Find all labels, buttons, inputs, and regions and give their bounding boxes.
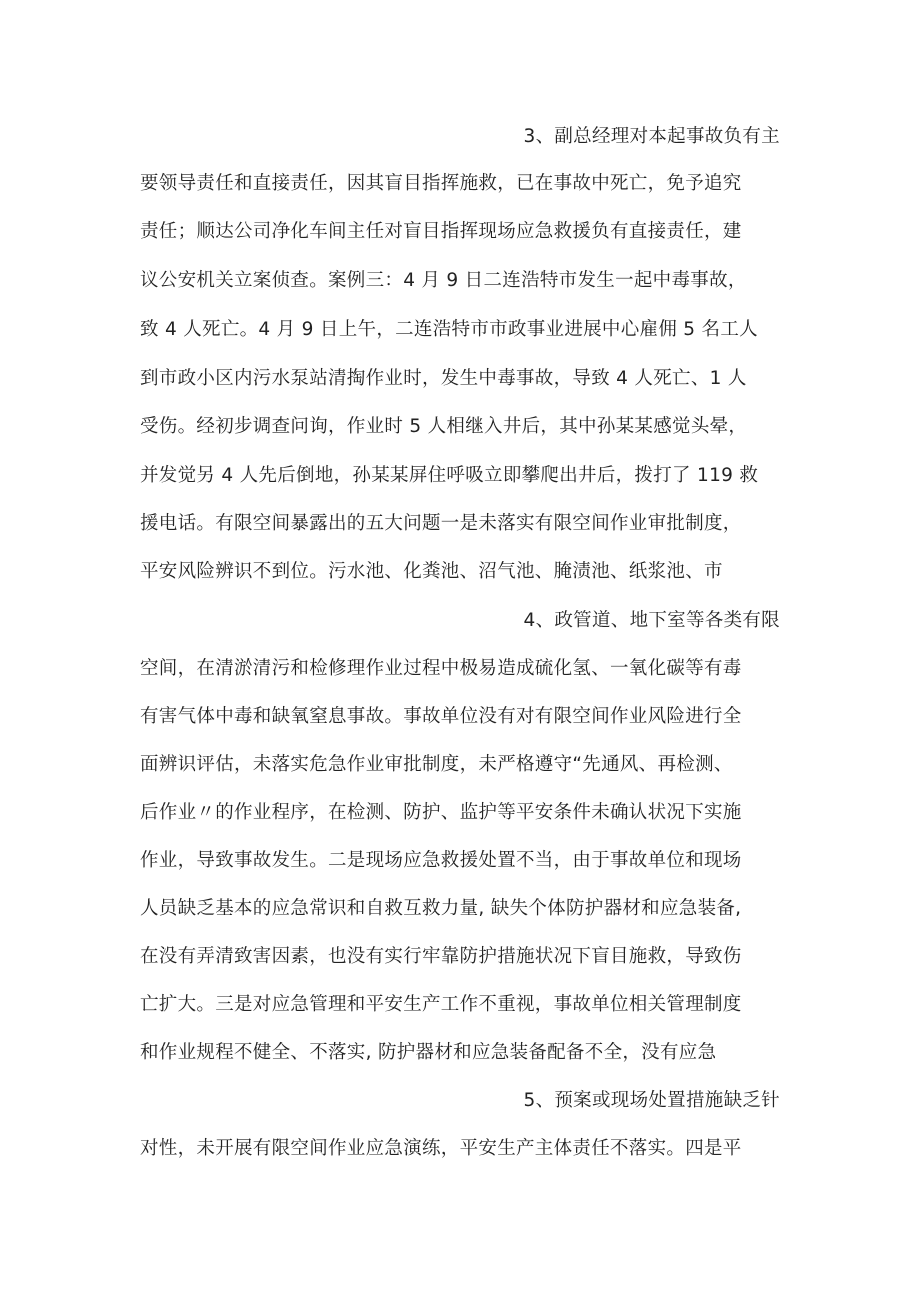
paragraph-line: 在没有弄清致害因素，也没有实行牢靠防护措施状况下盲目施救，导致伤 [140,946,742,967]
paragraph-line: 作业，导致事故发生。二是现场应急救援处置不当，由于事故单位和现场 [140,850,742,871]
paragraph-line: 要领导责任和直接责任，因其盲目指挥施救，已在事故中死亡，免予追究 [140,173,742,194]
paragraph-line: 5、预案或现场处置措施缺乏针 [523,1090,780,1111]
paragraph-line: 受伤。经初步调查问询，作业时 5 人相继入井后，其中孙某某感觉头晕， [140,416,748,437]
paragraph-line: 对性，未开展有限空间作业应急演练，平安生产主体责任不落实。四是平 [140,1138,742,1159]
paragraph-line: 3、副总经理对本起事故负有主 [523,126,780,147]
paragraph-line: 平安风险辨识不到位。污水池、化粪池、沼气池、腌渍池、纸浆池、市 [140,561,723,582]
paragraph-line: 致 4 人死亡。4 月 9 日上午，二连浩特市市政事业进展中心雇佣 5 名工人 [140,319,758,340]
paragraph-line: 人员缺乏基本的应急常识和自救互救力量, 缺失个体防护器材和应急装备, [140,898,742,919]
paragraph-line: 后作业〃的作业程序，在检测、防护、监护等平安条件未确认状况下实施 [140,802,742,823]
paragraph-line: 有害气体中毒和缺氧窒息事故。事故单位没有对有限空间作业风险进行全 [140,706,742,727]
paragraph-line: 议公安机关立案侦查。案例三：4 月 9 日二连浩特市发生一起中毒事故， [140,270,747,291]
paragraph-line: 亡扩大。三是对应急管理和平安生产工作不重视，事故单位相关管理制度 [140,994,742,1015]
paragraph-line: 空间，在清淤清污和检修理作业过程中极易造成硫化氢、一氧化碳等有毒 [140,658,742,679]
paragraph-line: 和作业规程不健全、不落实, 防护器材和应急装备配备不全，没有应急 [140,1042,717,1063]
paragraph-line: 面辨识评估，未落实危急作业审批制度，未严格遵守“先通风、再检测、 [140,754,733,775]
paragraph-line: 并发觉另 4 人先后倒地，孙某某屏住呼吸立即攀爬出井后，拨打了 119 救 [140,465,759,486]
paragraph-line: 到市政小区内污水泵站清掏作业时，发生中毒事故，导致 4 人死亡、1 人 [140,368,747,389]
paragraph-line: 4、政管道、地下室等各类有限 [523,610,780,631]
paragraph-line: 责任；顺达公司净化车间主任对盲目指挥现场应急救援负有直接责任，建 [140,221,742,242]
paragraph-line: 援电话。有限空间暴露出的五大问题一是未落实有限空间作业审批制度， [140,513,742,534]
